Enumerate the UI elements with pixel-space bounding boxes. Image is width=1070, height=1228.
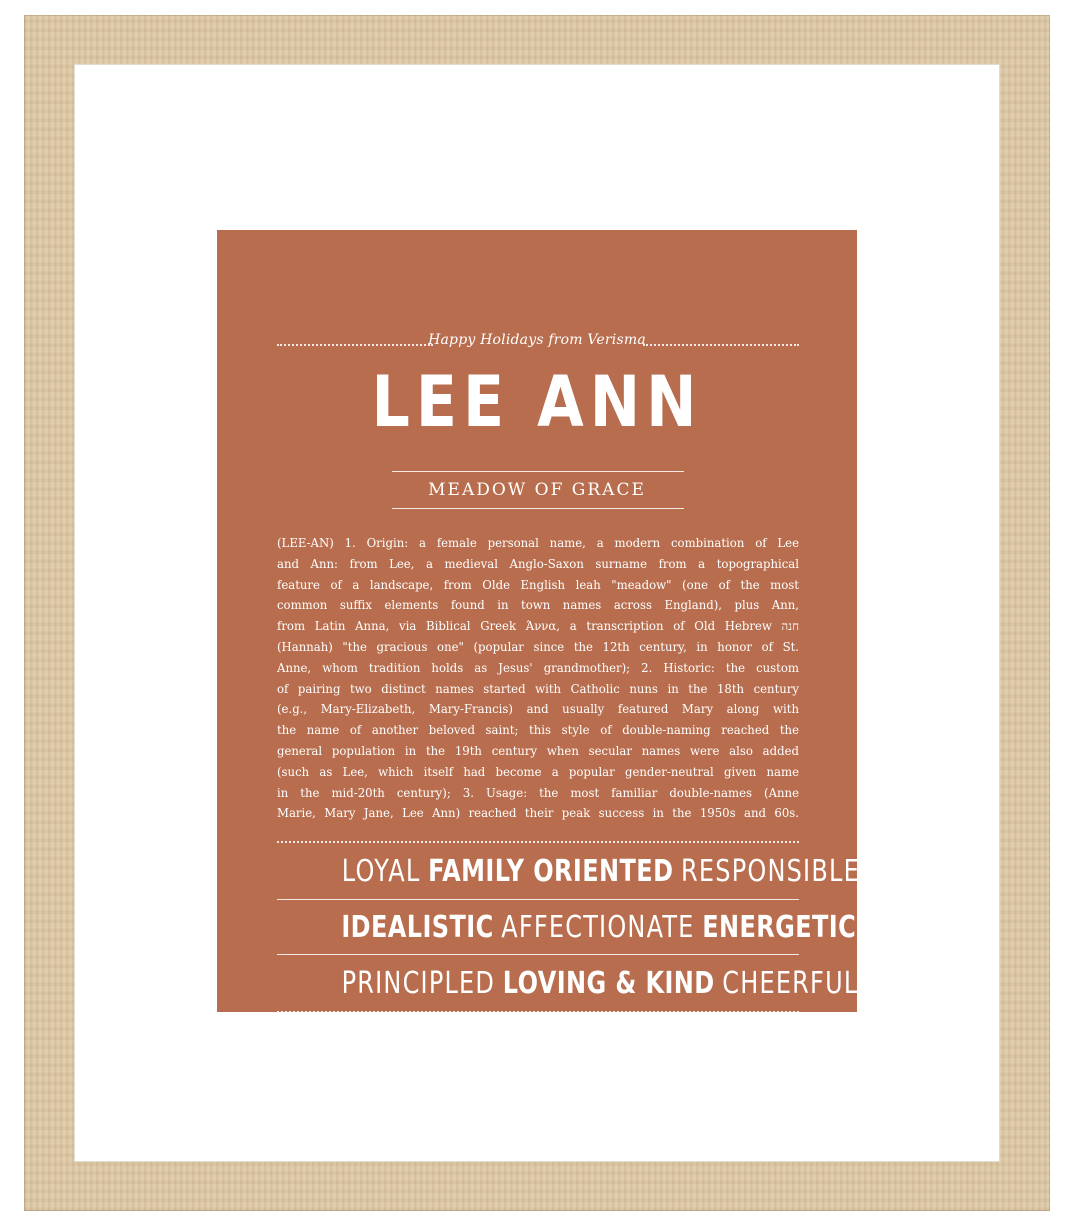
top-dotted-rule-right xyxy=(643,344,799,346)
traits-dotted-rule-top xyxy=(277,841,799,843)
definition-line: (e.g., Mary-Elizabeth, Mary-Francis) and usually featured Mary along with xyxy=(277,702,799,717)
definition-line: common suffix elements found in town names across England), plus Ann, xyxy=(277,598,799,613)
meaning-rule-bottom xyxy=(392,508,684,509)
meaning-rule-top xyxy=(392,471,684,472)
definition-line: (LEE-AN) 1. Origin: a female personal name, a modern combination of Lee xyxy=(277,536,799,550)
trait-principled: PRINCIPLED xyxy=(341,966,496,1001)
white-mat xyxy=(74,64,1000,1162)
traits-row-2 xyxy=(277,908,857,948)
trait-loyal: LOYAL xyxy=(341,854,421,889)
trait-affectionate: AFFECTIONATE xyxy=(501,910,695,945)
definition-line: general population in the 19th century when secular names were also added xyxy=(277,743,799,758)
trait-family-oriented: FAMILY ORIENTED xyxy=(428,854,674,889)
traits-dotted-rule-bottom xyxy=(277,1011,799,1013)
traits-rule-1 xyxy=(277,899,799,900)
trait-cheerful: CHEERFUL xyxy=(722,966,859,1001)
name-title: LEE ANN xyxy=(371,361,703,443)
trait-loving-kind: LOVING & KIND xyxy=(502,966,715,1001)
definition-line: and Ann: from Lee, a medieval Anglo-Saxon surname from a topographical xyxy=(277,556,799,571)
definition-line: in the mid-20th century); 3. Usage: the most familiar double-names (Anne xyxy=(277,785,799,800)
traits-row-1 xyxy=(277,852,860,892)
definition-line: Anne, whom tradition holds as Jesus' grandmother); 2. Historic: the custom xyxy=(277,660,799,675)
definition-line: of pairing two distinct names started with Catholic nuns in the 18th century xyxy=(277,681,799,696)
traits-row-3 xyxy=(277,964,859,1004)
definition-line: the name of another beloved saint; this style of double-naming reached the xyxy=(277,723,799,738)
trait-energetic: ENERGETIC xyxy=(702,910,857,945)
definition-line: feature of a landscape, from Olde English leah "meadow" (one of the most xyxy=(277,577,799,592)
definition-line: from Latin Anna, via Biblical Greek Άννα, a transcription of Old Hebrew חנה xyxy=(277,619,799,634)
definition-line: (such as Lee, which itself had become a popular gender-neutral given name xyxy=(277,764,799,779)
wooden-frame xyxy=(24,15,1050,1211)
trait-idealistic: IDEALISTIC xyxy=(341,910,494,945)
trait-responsible: RESPONSIBLE xyxy=(681,854,860,889)
holiday-subtitle: Happy Holidays from Verisma xyxy=(428,332,646,348)
definition-line: (Hannah) "the gracious one" (popular since the 12th century, in honor of St. xyxy=(277,639,799,654)
traits-rule-2 xyxy=(277,954,799,955)
name-print xyxy=(217,230,860,1012)
name-meaning: MEADOW OF GRACE xyxy=(428,480,646,500)
definition-line: Marie, Mary Jane, Lee Ann) reached their peak success in the 1950s and 60s. xyxy=(277,806,799,821)
name-definition xyxy=(277,533,799,824)
